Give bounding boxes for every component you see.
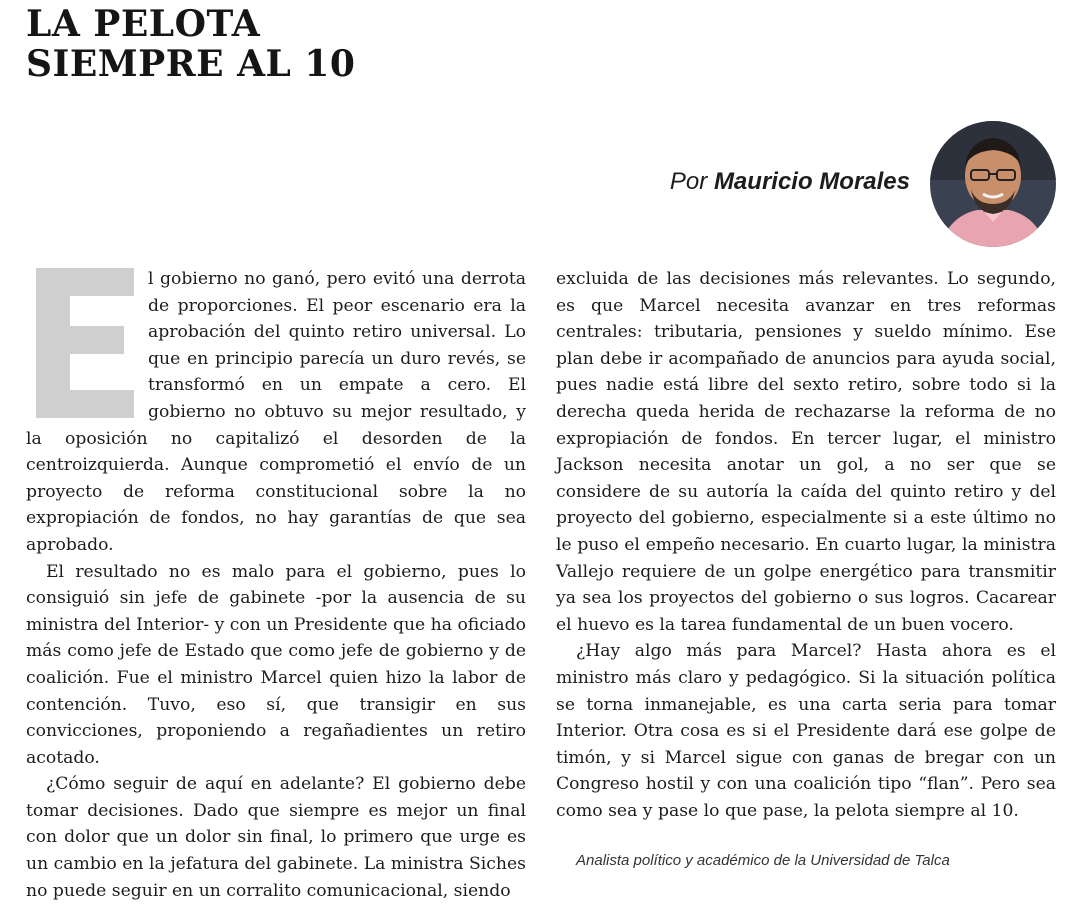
byline [670, 168, 910, 196]
paragraph-3: ¿Cómo seguir de aquí en adelante? El gobierno debe tomar decisiones. Dado que siempre es mejor un final con dolor que un dolor sin final, lo primero que urge es un cambio en la jefatura del gabinete. La ministra Siches no puede seguir en un corralito comunicacional, siendo [26, 774, 526, 901]
byline-author: Mauricio Morales [713, 168, 910, 195]
paragraph-2: El resultado no es malo para el gobierno, pues lo consiguió sin jefe de gabinete -por la ausencia de su ministra del Interior- y con un Presidente que ha oficiado más como jefe de Estado que como jefe de gobierno y de coalición. Fue el ministro Marcel quien hizo la labor de contención. Tuvo, eso sí, que transigir en sus convicciones, proponiendo a regañadientes un retiro acotado. [26, 561, 526, 768]
byline-prefix: Por [669, 168, 708, 195]
paragraph-1: l gobierno no ganó, pero evitó una derrota de proporciones. El peor escenario era la aprobación del quinto retiro universal. Lo que en principio parecía un duro revés, se transformó en un empate a cero. El gobierno no obtuvo su mejor resultado, y la oposición no capitalizó el desorden de la centroizquierda. Aunque comprometió el envío de un proyecto de reforma constitucional sobre la no expropiación de fondos, no hay garantías de que sea aprobado. [26, 269, 526, 555]
headline-line-2: SIEMPRE AL 10 [26, 43, 356, 85]
headline [26, 4, 355, 84]
headline-line-1: LA PELOTA [26, 3, 261, 45]
paragraph-4: excluida de las decisiones más relevantes. Lo segundo, es que Marcel necesita avanzar en tres reformas centrales: tributaria, pensiones y sueldo mínimo. Ese plan debe ir acompañado de anuncios para ayuda social, pues nadie está libre del sexto retiro, sobre todo si la derecha queda herida de rechazarse la reforma de no expropiación de fondos. En tercer lugar, el ministro Jackson necesita anotar un gol, a no ser que se considere de su autoría la caída del quinto retiro y del proyecto del gobierno, especialmente si a este último no le puso el empeño necesario. En cuarto lugar, la ministra Vallejo requiere de un golpe energético para transmitir ya sea los proyectos del gobierno o sus logros. Cacarear el huevo es la tarea fundamental de un buen vocero. [556, 269, 1056, 635]
dropcap-letter-e [36, 268, 134, 418]
column-right [556, 266, 1056, 824]
paragraph-5: ¿Hay algo más para Marcel? Hasta ahora es el ministro más claro y pedagógico. Si la situación política se torna inmanejable, es una carta seria para tomar Interior. Otra cosa es si el Presidente dará ese golpe de timón, y si Marcel sigue con ganas de bregar con un Congreso hostil y con una coalición tipo “flan”. Pero sea como sea y pase lo que pase, la pelota siempre al 10. [556, 641, 1056, 821]
column-left [26, 266, 526, 904]
author-credit: Analista político y académico de la Universidad de Talca [576, 852, 950, 869]
author-portrait-icon [929, 120, 1057, 248]
